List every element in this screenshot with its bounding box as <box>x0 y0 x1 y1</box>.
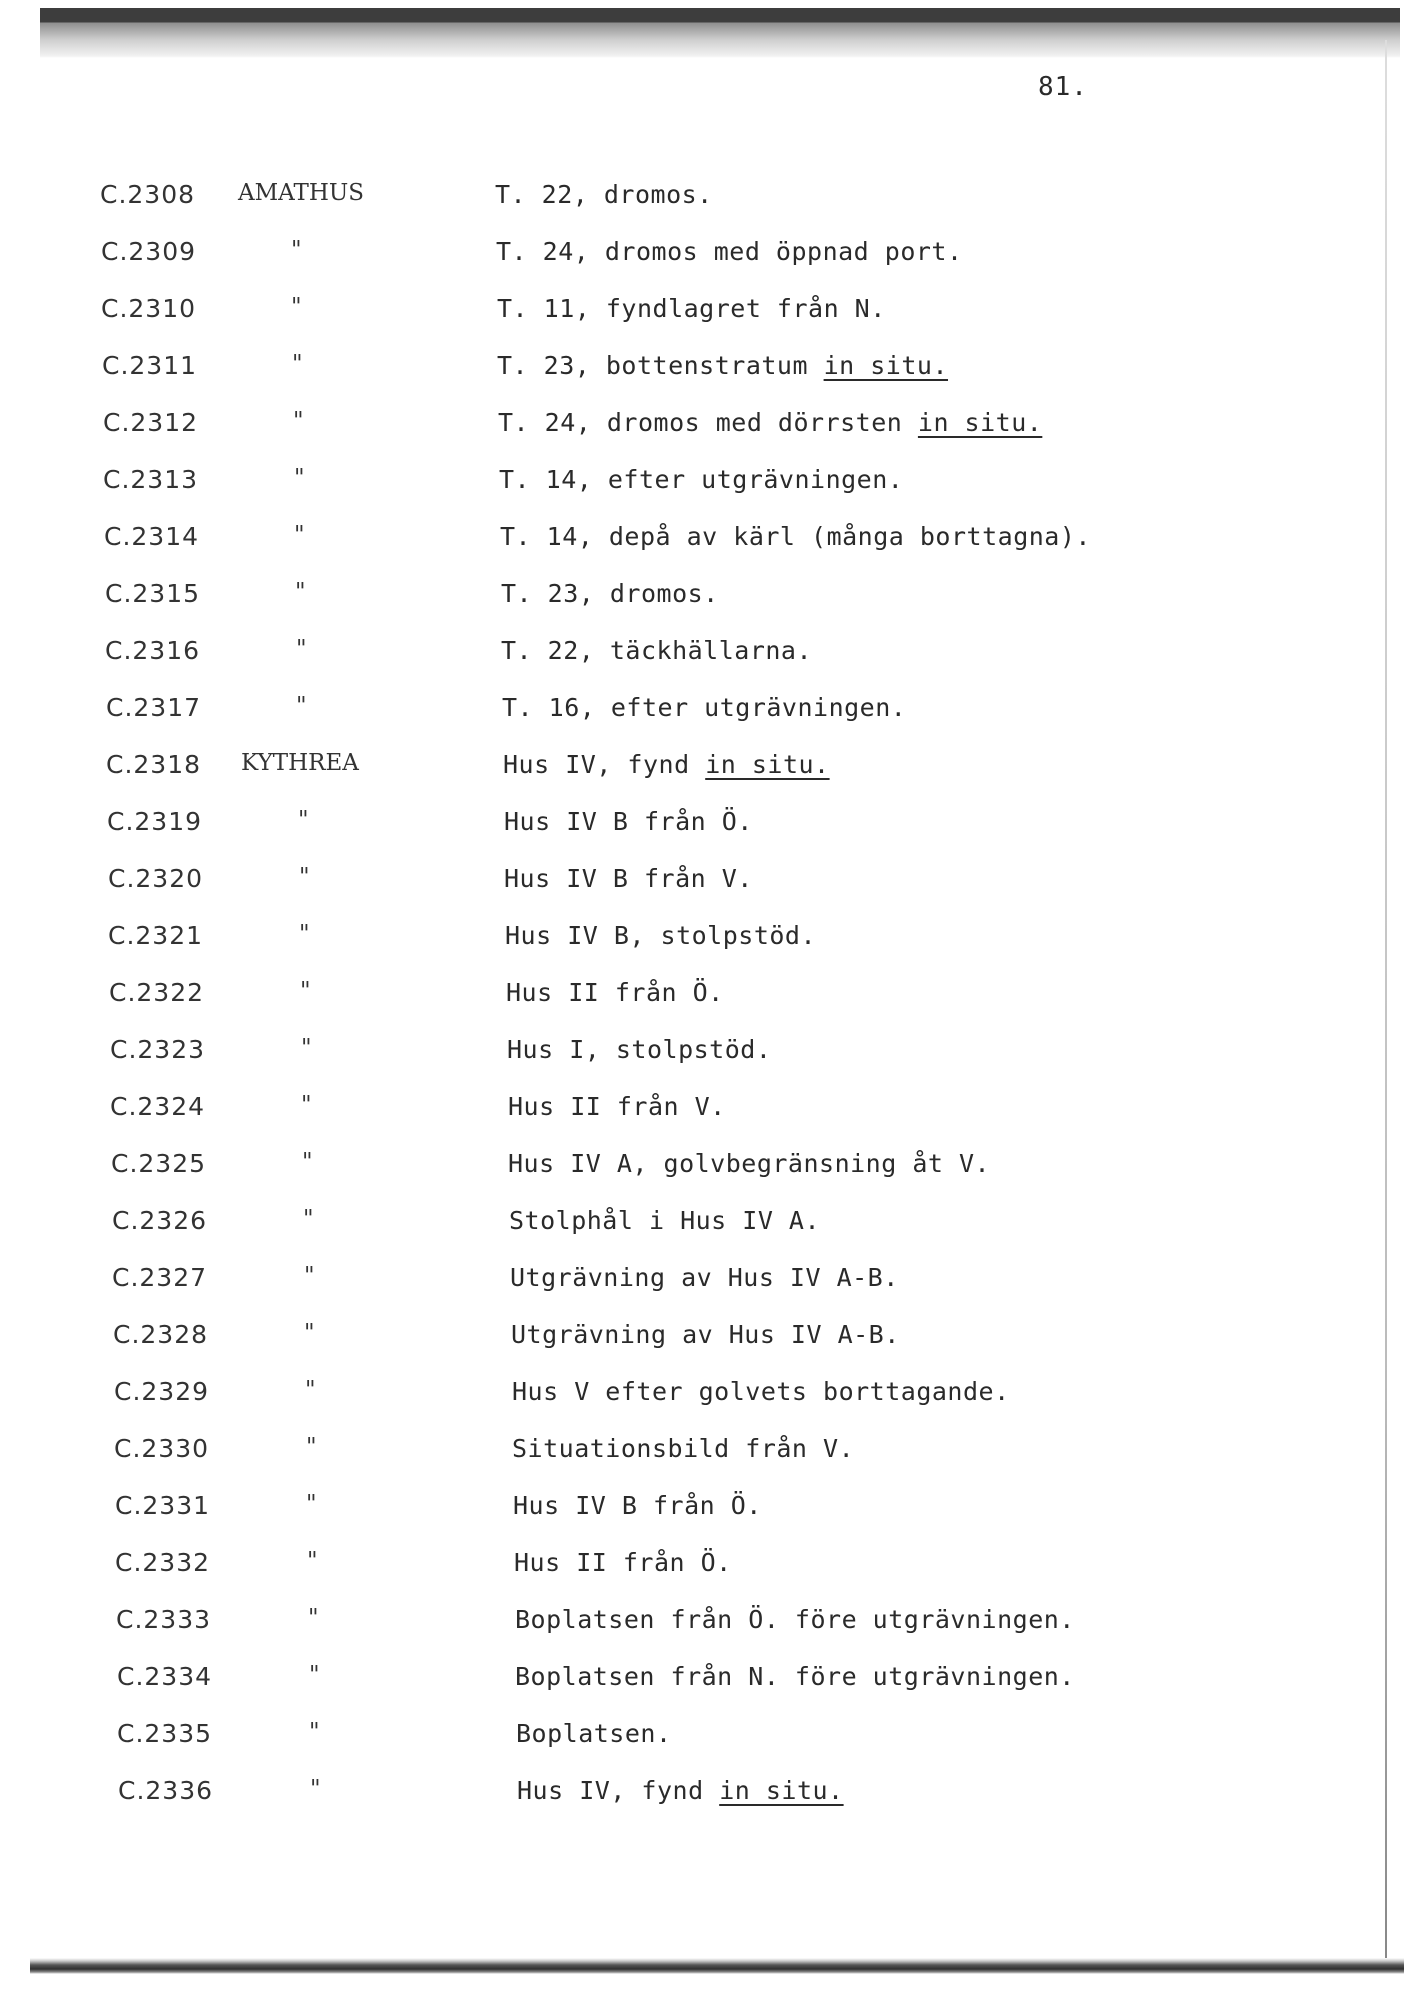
entry-description <box>508 1149 990 1178</box>
entry-code: C.2330 <box>114 1434 210 1463</box>
entry-code: C.2325 <box>111 1149 207 1178</box>
catalog-entry <box>0 180 1414 220</box>
catalog-entry <box>0 921 1414 961</box>
entry-description <box>505 921 816 950</box>
description-text: Boplatsen från N. före utgrävningen. <box>515 1662 1075 1691</box>
entry-code: C.2326 <box>112 1206 208 1235</box>
entry-site: " <box>301 1035 312 1061</box>
catalog-entry <box>0 693 1414 733</box>
entry-site: " <box>304 1320 315 1346</box>
entry-code: C.2313 <box>103 465 199 494</box>
description-text: T. 22, dromos. <box>495 180 713 209</box>
entry-code: C.2336 <box>118 1776 214 1805</box>
entry-description <box>503 750 830 779</box>
description-text: T. 24, dromos med öppnad port. <box>496 237 963 266</box>
catalog-entry <box>0 864 1414 904</box>
entry-site: " <box>309 1662 320 1688</box>
catalog-entry <box>0 807 1414 847</box>
entry-site: " <box>309 1719 320 1745</box>
entry-description <box>497 294 886 323</box>
entry-code: C.2317 <box>106 693 202 722</box>
description-text: Hus II från V. <box>508 1092 726 1121</box>
catalog-entry <box>0 1149 1414 1189</box>
entry-site: " <box>310 1776 321 1802</box>
catalog-entry <box>0 522 1414 562</box>
description-text: Hus IV A, golvbegränsning åt V. <box>508 1149 991 1178</box>
catalog-entry <box>0 1320 1414 1360</box>
scan-bottom-edge <box>30 1958 1404 1974</box>
catalog-entry <box>0 978 1414 1018</box>
entry-description <box>511 1320 900 1349</box>
entry-site: " <box>294 522 305 548</box>
catalog-entry <box>0 1035 1414 1075</box>
description-text: T. 16, efter utgrävningen. <box>502 693 907 722</box>
catalog-entry <box>0 636 1414 676</box>
entry-site: " <box>299 921 310 947</box>
catalog-entry <box>0 1263 1414 1303</box>
description-text: Hus II från Ö. <box>514 1548 732 1577</box>
catalog-entry <box>0 237 1414 277</box>
entry-description <box>498 408 1042 437</box>
catalog-entry <box>0 1206 1414 1246</box>
description-text: Hus IV B från Ö. <box>504 807 753 836</box>
entry-code: C.2323 <box>110 1035 206 1064</box>
description-text: Stolphål i Hus IV A. <box>509 1206 821 1235</box>
entry-description <box>501 579 719 608</box>
entry-description <box>512 1377 1010 1406</box>
description-text: Hus II från Ö. <box>506 978 724 1007</box>
description-text: Hus IV B, stolpstöd. <box>505 921 817 950</box>
description-text: T. 23, dromos. <box>501 579 719 608</box>
entry-description <box>514 1548 732 1577</box>
entry-code: C.2324 <box>110 1092 206 1121</box>
entry-code: C.2320 <box>108 864 204 893</box>
catalog-entry <box>0 465 1414 505</box>
entry-description <box>504 807 753 836</box>
entry-code: C.2329 <box>114 1377 210 1406</box>
catalog-entry <box>0 1491 1414 1531</box>
catalog-entry <box>0 1434 1414 1474</box>
entry-code: C.2327 <box>112 1263 208 1292</box>
entry-site: " <box>306 1434 317 1460</box>
entry-site: " <box>291 294 302 320</box>
entry-code: C.2312 <box>103 408 199 437</box>
catalog-entry <box>0 1776 1414 1816</box>
entry-description <box>506 978 724 1007</box>
entry-site: " <box>294 465 305 491</box>
catalog-entry <box>0 1719 1414 1759</box>
entry-description <box>517 1776 844 1805</box>
entry-site: " <box>296 636 307 662</box>
entry-site: " <box>305 1377 316 1403</box>
description-text: Boplatsen. <box>516 1719 672 1748</box>
underlined-term: in situ. <box>823 351 949 380</box>
entry-code: C.2314 <box>104 522 200 551</box>
entry-description <box>509 1206 820 1235</box>
entry-description <box>510 1263 899 1292</box>
entry-code: C.2316 <box>105 636 201 665</box>
entry-code: C.2332 <box>115 1548 211 1577</box>
underlined-term: in situ. <box>917 408 1043 437</box>
description-text: T. 22, täckhällarna. <box>501 636 813 665</box>
underlined-term: in situ. <box>705 750 830 779</box>
entry-code: C.2331 <box>115 1491 211 1520</box>
entry-site: " <box>303 1206 314 1232</box>
entry-description <box>507 1035 771 1064</box>
entry-site: " <box>301 1092 312 1118</box>
catalog-entry <box>0 1662 1414 1702</box>
entry-description <box>515 1605 1075 1634</box>
description-text: T. 14, depå av kärl (många borttagna). <box>500 522 1091 551</box>
entry-code: C.2321 <box>108 921 204 950</box>
catalog-entry <box>0 1377 1414 1417</box>
description-text: Hus V efter golvets borttagande. <box>512 1377 1010 1406</box>
entry-code: C.2315 <box>105 579 201 608</box>
catalog-entry <box>0 294 1414 334</box>
catalog-entry <box>0 1092 1414 1132</box>
entry-code: C.2333 <box>116 1605 212 1634</box>
description-text: Utgrävning av Hus IV A-B. <box>511 1320 900 1349</box>
entry-site: AMATHUS <box>238 180 365 206</box>
entry-description <box>516 1719 672 1748</box>
entry-description <box>504 864 753 893</box>
entry-code: C.2319 <box>107 807 203 836</box>
entry-site: " <box>302 1149 313 1175</box>
entry-site: " <box>307 1548 318 1574</box>
entry-site: " <box>291 237 302 263</box>
entry-site: " <box>292 351 303 377</box>
entry-site: " <box>308 1605 319 1631</box>
catalog-entry <box>0 579 1414 619</box>
description-text: T. 11, fyndlagret från N. <box>497 294 886 323</box>
entry-description <box>500 522 1091 551</box>
entry-site: " <box>298 807 309 833</box>
catalog-entry <box>0 750 1414 790</box>
description-text: Hus IV, fynd <box>503 750 690 779</box>
entry-description <box>502 693 906 722</box>
entry-description <box>515 1662 1075 1691</box>
entry-description <box>501 636 812 665</box>
entry-description <box>496 237 963 266</box>
description-text: Boplatsen från Ö. före utgrävningen. <box>515 1605 1075 1634</box>
entry-description <box>495 180 713 209</box>
entry-description <box>513 1491 762 1520</box>
entry-site: KYTHREA <box>241 750 359 776</box>
entry-code: C.2322 <box>109 978 205 1007</box>
description-text: T. 14, efter utgrävningen. <box>499 465 904 494</box>
description-text: T. 23, bottenstratum <box>497 351 809 380</box>
entry-code: C.2309 <box>101 237 197 266</box>
entry-site: " <box>306 1491 317 1517</box>
entry-code: C.2310 <box>101 294 197 323</box>
description-text: Hus IV B från Ö. <box>513 1491 762 1520</box>
entry-site: " <box>293 408 304 434</box>
entry-site: " <box>295 579 306 605</box>
entry-code: C.2328 <box>113 1320 209 1349</box>
entry-site: " <box>299 864 310 890</box>
catalog-entry <box>0 408 1414 448</box>
entry-description <box>512 1434 854 1463</box>
entry-site: " <box>296 693 307 719</box>
page-number: 81. <box>1038 72 1088 102</box>
description-text: Utgrävning av Hus IV A-B. <box>510 1263 899 1292</box>
entry-site: " <box>300 978 311 1004</box>
entry-code: C.2308 <box>100 180 196 209</box>
entry-code: C.2335 <box>117 1719 213 1748</box>
entry-description <box>508 1092 726 1121</box>
catalog-entry <box>0 1605 1414 1645</box>
description-text: Hus IV, fynd <box>517 1776 704 1805</box>
entry-description <box>497 351 948 380</box>
entry-description <box>499 465 903 494</box>
underlined-term: in situ. <box>719 1776 844 1805</box>
description-text: Situationsbild från V. <box>512 1434 855 1463</box>
entry-code: C.2318 <box>106 750 202 779</box>
entry-site: " <box>304 1263 315 1289</box>
description-text: T. 24, dromos med dörrsten <box>498 408 903 437</box>
description-text: Hus I, stolpstöd. <box>507 1035 772 1064</box>
catalog-entry <box>0 351 1414 391</box>
description-text: Hus IV B från V. <box>504 864 753 893</box>
entry-code: C.2311 <box>102 351 198 380</box>
entry-code: C.2334 <box>117 1662 213 1691</box>
catalog-entry <box>0 1548 1414 1588</box>
